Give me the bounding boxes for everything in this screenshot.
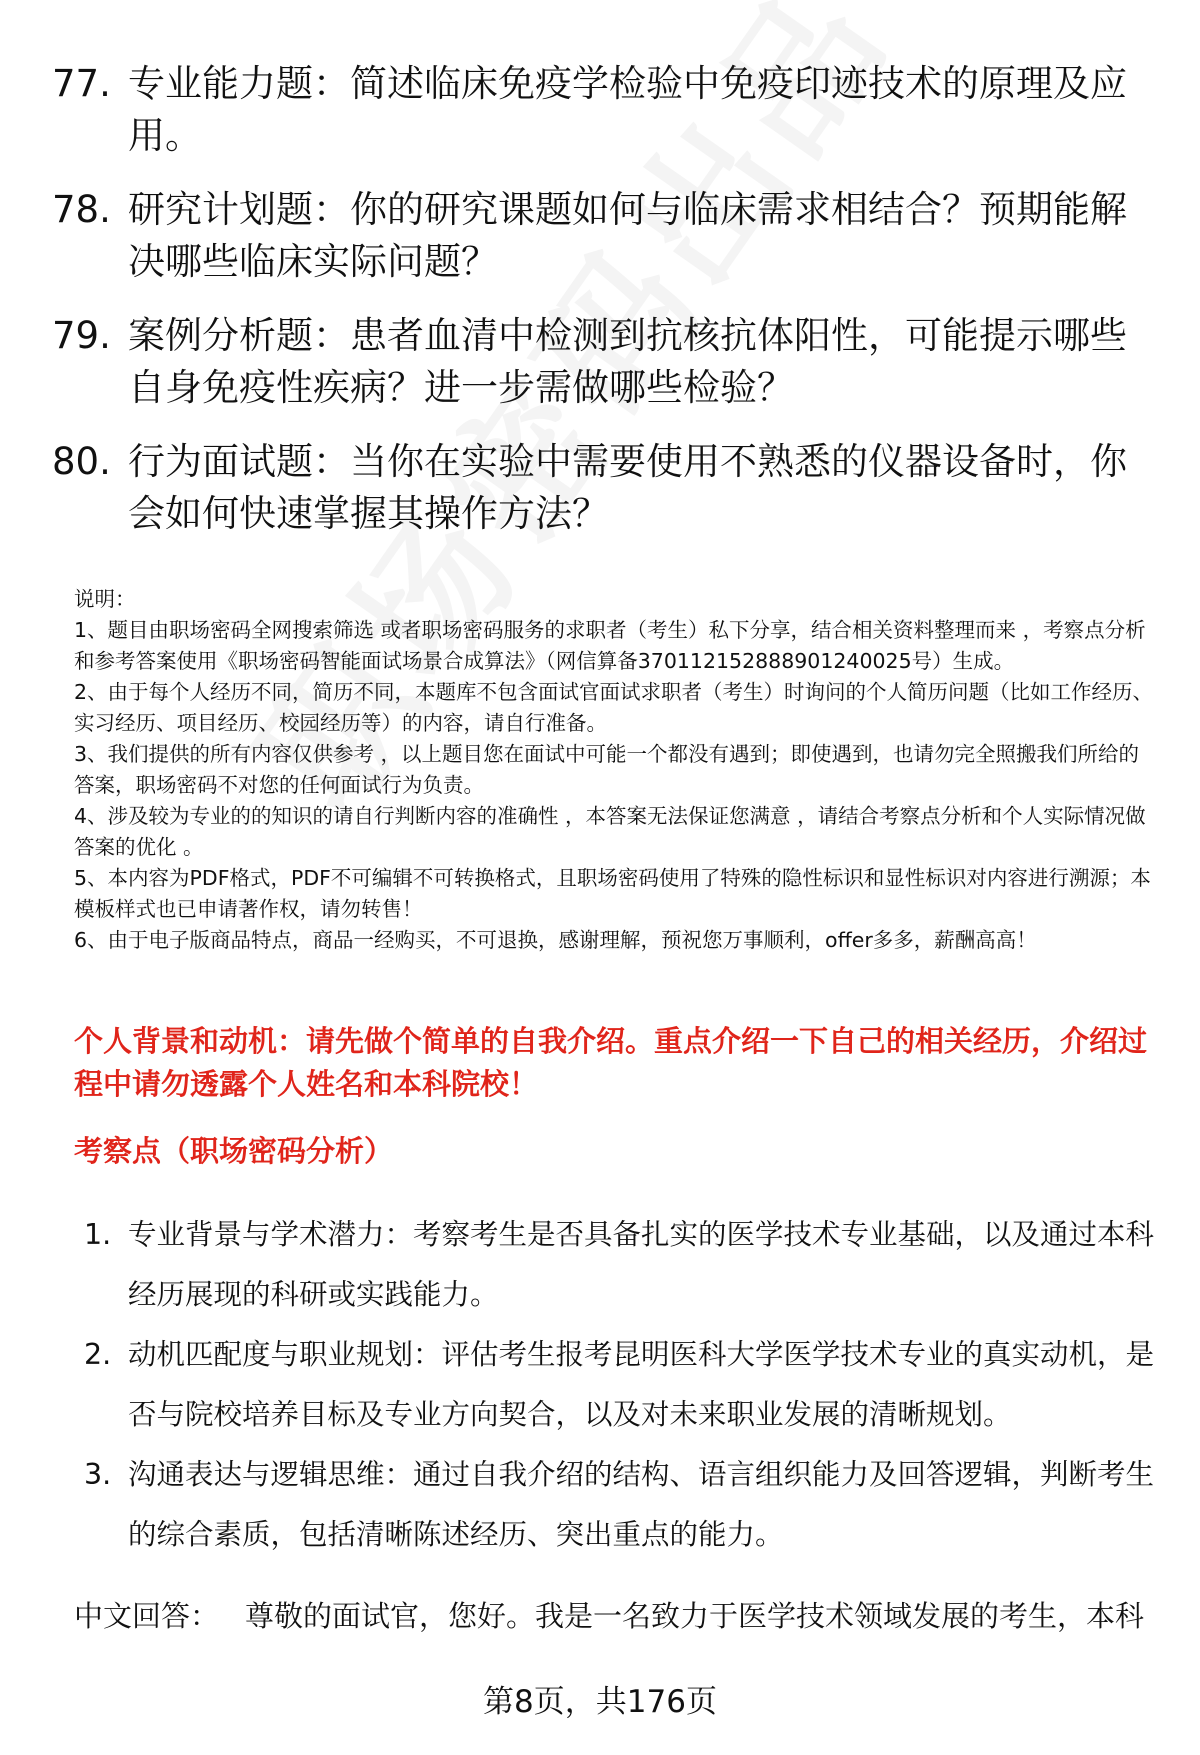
point-text: 沟通表达与逻辑思维：通过自我介绍的结构、语言组织能力及回答逻辑，判断考生的综合素质，包括清晰陈述经历、突出重点的能力。 [128,1458,1155,1551]
section-heading: 个人背景和动机：请先做个简单的自我介绍。重点介绍一下自己的相关经历，介绍过程中请勿透露个人姓名和本科院校！ [74,1024,1148,1101]
analysis-point [84,1325,1164,1445]
note-item: 5、本内容为PDF格式，PDF不可编辑不可转换格式，且职场密码使用了特殊的隐性标识和显性标识对内容进行溯源；本模板样式也已申请著作权，请勿转售！ [74,866,1151,921]
answer-label: 中文回答： [74,1599,220,1633]
note-item: 6、由于电子版商品特点，商品一经购买，不可退换，感谢理解，预祝您万事顺利，offer多多，薪酬高高！ [74,928,1037,952]
analysis-point [84,1445,1164,1565]
note-item: 1、题目由职场密码全网搜索筛选 或者职场密码服务的求职者（考生）私下分享，结合相关资料整理而来 ，考察点分析和参考答案使用《职场密码智能面试场景合成算法》（网信算备370112152888901240025号）生成。 [74,618,1146,673]
page-number: 第8页，共176页 [483,1684,717,1720]
question-number: 79. [52,314,111,357]
note-item: 3、我们提供的所有内容仅供参考 ，以上题目您在面试中可能一个都没有遇到；即使遇到，也请勿完全照搬我们所给的答案，职场密码不对您的任何面试行为负责。 [74,742,1140,797]
question-text: 专业能力题：简述临床免疫学检验中免疫印迹技术的原理及应用。 [128,62,1127,157]
question-number: 80. [52,440,111,483]
answer-text: 尊敬的面试官，您好。我是一名致力于医学技术领域发展的考生，本科 [245,1599,1145,1633]
question-item [52,436,1152,540]
question-text: 案例分析题：患者血清中检测到抗核抗体阳性，可能提示哪些自身免疫性疾病？进一步需做哪些检验？ [128,314,1127,409]
point-number: 1. [84,1218,112,1251]
question-text: 行为面试题：当你在实验中需要使用不熟悉的仪器设备时，你会如何快速掌握其操作方法？ [128,440,1127,535]
question-list [52,58,1152,562]
question-number: 77. [52,62,111,105]
point-number: 3. [84,1458,112,1491]
point-text: 动机匹配度与职业规划：评估考生报考昆明医科大学医学技术专业的真实动机，是否与院校培养目标及专业方向契合，以及对未来职业发展的清晰规划。 [128,1338,1155,1431]
answer-paragraph [74,1594,1164,1638]
point-number: 2. [84,1338,112,1371]
note-item: 4、涉及较为专业的的知识的请自行判断内容的准确性 ，本答案无法保证您满意 ，请结合考察点分析和个人实际情况做答案的优化 。 [74,804,1146,859]
question-item [52,310,1152,414]
notes-title: 说明： [74,587,136,611]
question-text: 研究计划题：你的研究课题如何与临床需求相结合？预期能解决哪些临床实际问题？ [128,188,1127,283]
analysis-point [84,1205,1164,1325]
notes-section [74,584,1158,956]
point-text: 专业背景与学术潜力：考察考生是否具备扎实的医学技术专业基础，以及通过本科经历展现的科研或实践能力。 [128,1218,1155,1311]
question-item [52,58,1152,162]
question-item [52,184,1152,288]
note-item: 2、由于每个人经历不同，简历不同，本题库不包含面试官面试求职者（考生）时询问的个人简历问题（比如工作经历、实习经历、项目经历、校园经历等）的内容，请自行准备。 [74,680,1154,735]
section-subheading: 考察点（职场密码分析） [74,1134,394,1168]
analysis-points [84,1205,1164,1565]
question-number: 78. [52,188,111,231]
